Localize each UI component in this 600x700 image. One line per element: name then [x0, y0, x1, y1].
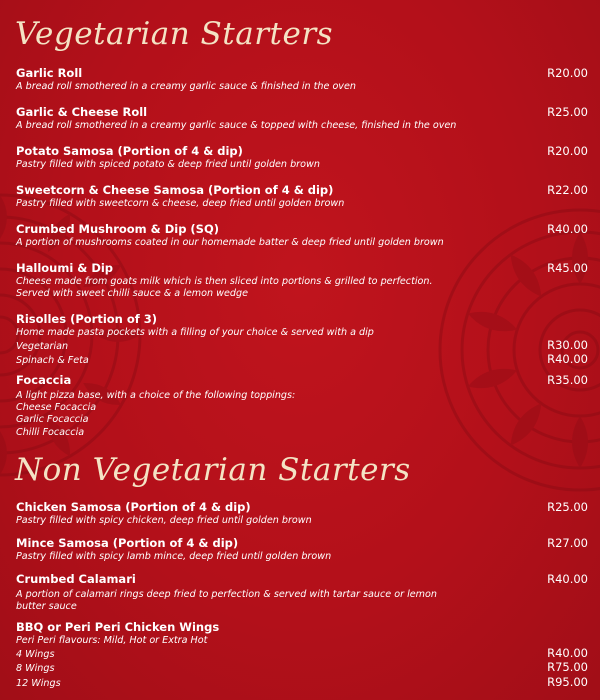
item-option: Spinach & Feta	[16, 355, 89, 367]
menu-item-garlic-cheese-roll	[16, 105, 588, 132]
menu-item-risolles	[16, 312, 588, 368]
item-name: Halloumi & Dip	[16, 261, 114, 275]
option-price: R40.00	[547, 352, 588, 367]
item-name: Potato Samosa (Portion of 4 & dip)	[16, 144, 243, 158]
item-price: R20.00	[547, 66, 588, 80]
item-description: Cheese made from goats milk which is then sliced into portions & grilled to perfection.	[16, 276, 433, 287]
item-price: R40.00	[547, 572, 588, 586]
item-name: Crumbed Mushroom & Dip (SQ)	[16, 222, 219, 236]
item-name: Crumbed Calamari	[16, 572, 136, 586]
menu-item-chicken-samosa	[16, 500, 588, 527]
item-description: A portion of mushrooms coated in our homemade batter & deep fried until golden brown	[16, 237, 444, 248]
item-option: 4 Wings	[16, 649, 55, 661]
item-description: Home made pasta pockets with a filling of your choice & served with a dip	[16, 327, 374, 338]
menu-item-crumbed-calamari	[16, 572, 588, 613]
item-description: A portion of calamari rings deep fried to perfection & served with tartar sauce or lemon	[16, 589, 437, 600]
item-option: 12 Wings	[16, 677, 61, 689]
item-name: BBQ or Peri Peri Chicken Wings	[16, 620, 220, 634]
item-price: R22.00	[547, 183, 588, 197]
item-name: Focaccia	[16, 373, 72, 387]
item-price: R40.00	[547, 222, 588, 236]
item-description: Peri Peri flavours: Mild, Hot or Extra Hot	[16, 635, 208, 646]
non-vegetarian-starters-heading: Non Vegetarian Starters	[15, 452, 411, 488]
item-description-line-2: butter sauce	[16, 601, 77, 613]
item-price: R25.00	[547, 500, 588, 514]
item-description: Pastry filled with spiced potato & deep fried until golden brown	[16, 159, 320, 170]
item-description-line-2: Served with sweet chilli sauce & a lemon wedge	[16, 288, 248, 300]
menu-item-chicken-wings	[16, 620, 588, 690]
item-option: 8 Wings	[16, 663, 55, 675]
item-name: Sweetcorn & Cheese Samosa (Portion of 4 & dip)	[16, 183, 334, 197]
menu-item-garlic-roll	[16, 66, 588, 93]
item-option: Cheese Focaccia	[16, 402, 97, 414]
item-description: A bread roll smothered in a creamy garlic sauce & finished in the oven	[16, 81, 356, 92]
option-price: R95.00	[547, 674, 588, 689]
option-price: R75.00	[547, 660, 588, 675]
vegetarian-starters-heading: Vegetarian Starters	[15, 16, 334, 52]
item-description: Pastry filled with spicy lamb mince, deep fried until golden brown	[16, 551, 332, 562]
item-description: A bread roll smothered in a creamy garlic sauce & topped with cheese, finished in the oven	[16, 120, 457, 131]
item-name: Mince Samosa (Portion of 4 & dip)	[16, 536, 239, 550]
item-option: Chilli Focaccia	[16, 426, 85, 438]
item-name: Garlic Roll	[16, 66, 83, 80]
item-name: Risolles (Portion of 3)	[16, 312, 158, 326]
item-description: Pastry filled with spicy chicken, deep fried until golden brown	[16, 515, 312, 526]
option-price: R40.00	[547, 646, 588, 661]
menu-item-crumbed-mushroom	[16, 222, 588, 249]
item-description: Pastry filled with sweetcorn & cheese, deep fried until golden brown	[16, 198, 345, 209]
item-price: R20.00	[547, 144, 588, 158]
option-price: R30.00	[547, 338, 588, 353]
item-price: R25.00	[547, 105, 588, 119]
menu-item-sweetcorn-cheese-samosa	[16, 183, 588, 210]
menu-item-halloumi	[16, 261, 588, 300]
item-name: Garlic & Cheese Roll	[16, 105, 148, 119]
item-name: Chicken Samosa (Portion of 4 & dip)	[16, 500, 251, 514]
menu-item-mince-samosa	[16, 536, 588, 563]
item-price: R27.00	[547, 536, 588, 550]
item-option: Vegetarian	[16, 341, 69, 353]
menu-item-focaccia	[16, 373, 588, 439]
item-description: A light pizza base, with a choice of the following toppings:	[16, 390, 296, 401]
menu-item-potato-samosa	[16, 144, 588, 171]
item-option: Garlic Focaccia	[16, 414, 89, 426]
item-price: R35.00	[547, 373, 588, 387]
item-price: R45.00	[547, 261, 588, 275]
